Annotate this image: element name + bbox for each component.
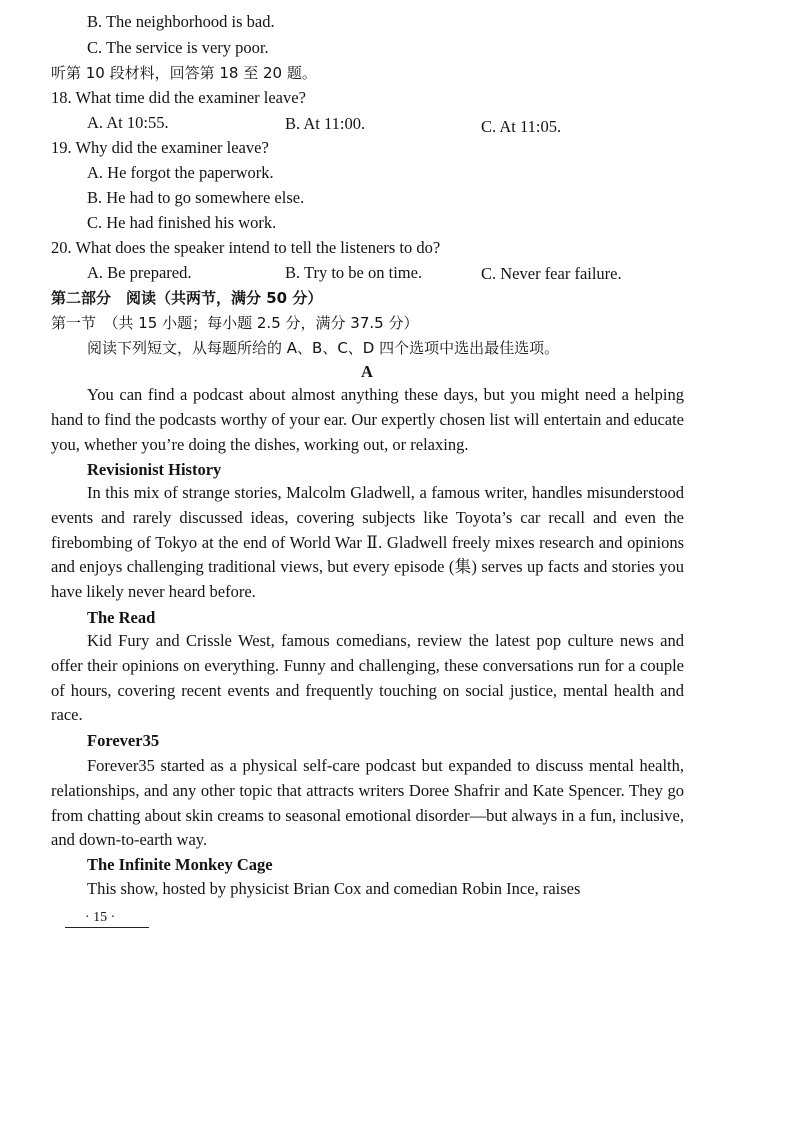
question-19-option-b: B. He had to go somewhere else. [87,188,305,207]
podcast-description: Kid Fury and Crissle West, famous comedians, review the latest pop culture news and offer their opinions on everything. Funny and challenging, these conversations run for a couple of hours, covering recent events and frequently touching on social justice, mental health and race. [51,631,684,725]
reading-part-title: 第二部分 阅读（共两节，满分 50 分） [51,289,323,307]
podcast-title: Revisionist History [87,460,222,479]
listening-section-intro: 听第 10 段材料，回答第 18 至 20 题。 [51,64,317,82]
question-20-option-c: C. Never fear failure. [481,264,622,283]
podcast-description: In this mix of strange stories, Malcolm Gladwell, a famous writer, handles misunderstood events and rarely discussed ideas, covering subjects like Toyota’s car recall and even the firebombing of Tokyo at the end of World War Ⅱ. Gladwell freely mixes research and opinions and enjoys challenging traditional views, but every episode (集) serves up facts and stories you have likely never heard before. [51,483,684,602]
passage-intro: You can find a podcast about almost anything these days, but you might need a helping hand to find the podcasts worthy of your ear. Our expertly chosen list will entertain and educate you, whether you’re doing the dishes, working out, or relaxing. [51,385,684,454]
question-18-option-a: A. At 10:55. [87,113,169,132]
question-20-option-b: B. Try to be on time. [285,263,423,282]
podcast-title: The Infinite Monkey Cage [87,855,273,874]
question-18-option-b: B. At 11:00. [285,114,366,133]
reading-section-title: 第一节 （共 15 小题；每小题 2.5 分，满分 37.5 分） [51,314,419,332]
podcast-description: This show, hosted by physicist Brian Cox and comedian Robin Ince, raises [87,879,581,898]
podcast-description: Forever35 started as a physical self-care podcast but expanded to discuss mental health, relationships, and any other topic that attracts writers Doree Shafrir and Kate Spencer. They go from chatting about skin creams to seasonal emotional disorder—but always in a fun, inclusive, and down-to-earth way. [51,756,684,850]
passage-label: A [361,362,373,381]
podcast-title: Forever35 [87,731,160,750]
question-20-option-a: A. Be prepared. [87,263,192,282]
question-18-option-c: C. At 11:05. [481,117,562,136]
q17-option-c: C. The service is very poor. [87,38,269,57]
q17-option-b: B. The neighborhood is bad. [87,12,275,31]
page-number: · 15 · [85,910,116,925]
footer-rule [65,927,149,928]
podcast-title: The Read [87,608,156,627]
question-19-option-c: C. He had finished his work. [87,213,277,232]
reading-instruction: 阅读下列短文，从每题所给的 A、B、C、D 四个选项中选出最佳选项。 [87,339,560,357]
question-19-stem: 19. Why did the examiner leave? [51,138,269,157]
question-19-option-a: A. He forgot the paperwork. [87,163,274,182]
question-20-stem: 20. What does the speaker intend to tell the listeners to do? [51,238,441,257]
question-18-stem: 18. What time did the examiner leave? [51,88,306,107]
